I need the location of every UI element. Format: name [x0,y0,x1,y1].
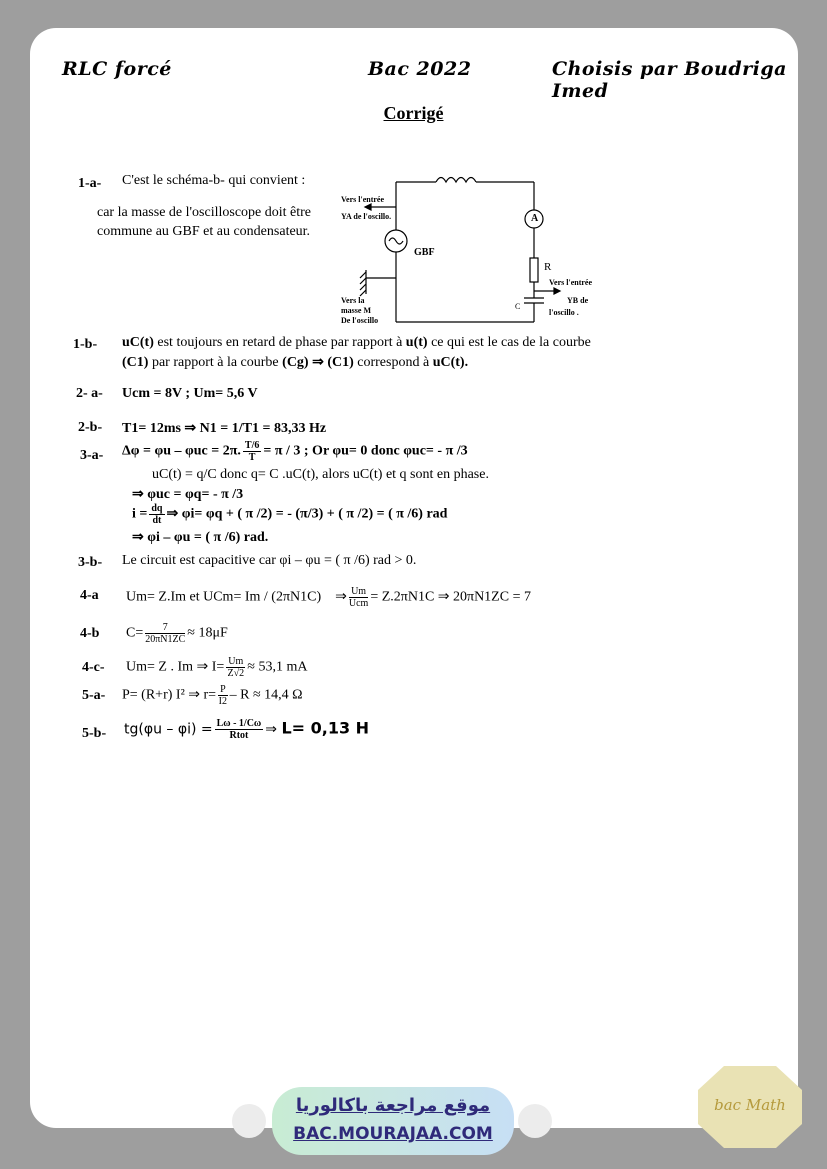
q1b-u: u(t) [405,335,428,350]
q2b-label: 2-b- [78,420,103,435]
q5b-label: 5-b- [82,726,107,741]
circuit-cap-label: C [515,302,521,311]
q3a-frac-den: T [248,452,256,463]
q3a-dt: dt [152,515,162,526]
footer-site-url[interactable]: BAC.MOURAJAA.COM [293,1124,493,1144]
q5a-label: 5-a- [82,688,106,703]
q3a-dq-dt [149,503,164,526]
q5b-text [124,718,369,741]
q4c-text [126,656,307,679]
q5a-text [122,684,303,707]
q3a-i: i = [132,506,148,522]
q4b-frac-den: 20πN1ZC [145,634,186,645]
q5a-frac-den: I2 [218,696,228,707]
q4a-text-a: Um= Z.Im et UCm= Im / (2πN1C) [126,589,322,605]
footer-site-name[interactable]: موقع مراجعة باكالوريا [295,1095,491,1116]
q3a-line5: ⇒ φi – φu = ( π /6) rad. [132,530,269,545]
circuit-yb-label-2: YB de [567,296,589,305]
header-author: Choisis par Boudriga Imed [552,58,787,102]
q1b-text3: par rapport à la courbe [148,355,283,370]
circuit-yb-label-3: l'oscillo . [549,308,579,317]
q3a-line2: uC(t) = q/C donc q= C .uC(t), alors uC(t) et q sont en phase. [152,467,489,482]
q4a-frac-den: Ucm [348,598,369,609]
q4c-result: ≈ 53,1 mA [247,659,308,675]
q2a-text: Ucm = 8V ; Um= 5,6 V [122,386,258,401]
q3b-text: Le circuit est capacitive car φi – φu = ( π /6) rad > 0. [122,553,417,568]
q3a-label: 3-a- [80,448,104,463]
q3a-line1 [122,440,468,463]
circuit-mass-label-3: De l'oscillo [341,316,379,325]
q4b-frac-num: 7 [145,622,185,634]
q4a-label: 4-a [80,588,99,603]
q3a-line3: ⇒ φuc = φq= - π /3 [132,487,244,502]
q4c-label: 4-c- [82,660,105,675]
circuit-ya-label-2: YA de l'oscillo. [341,212,392,221]
q4b-fraction [145,622,185,645]
q2b-text: T1= 12ms ⇒ N1 = 1/T1 = 83,33 Hz [122,421,327,436]
site-logo-right-icon [518,1104,552,1138]
q5b-result: L= 0,13 H [281,718,370,738]
circuit-mass-label-1: Vers la [341,296,365,305]
q4c-frac-den: Z√2 [227,668,245,679]
q5b-text-a: tg(φu – φi) = [124,721,213,738]
q5a-fraction [218,684,228,707]
q4a-frac-num: Um [349,586,368,598]
circuit-ya-label-1: Vers l'entrée [341,195,385,204]
q3a-result: = π / 3 ; Or φu= 0 donc φuc= - π /3 [263,443,468,459]
q5a-result: – R ≈ 14,4 Ω [229,687,303,703]
q3a-fraction [243,440,261,463]
q5b-frac-num: Lω - 1/Cω [216,718,262,729]
q1b-text4: correspond à [353,355,433,370]
q3a-dq: dq [151,503,163,514]
q1b-text1: est toujours en retard de phase par rapport à [153,335,406,350]
circuit-mass-label-2: masse M [341,306,371,315]
q1a-label: 1-a- [78,176,102,191]
q3b-label: 3-b- [78,555,103,570]
q1b-cg: (Cg) ⇒ (C1) [282,355,354,370]
q3a-frac-num: T/6 [244,440,260,451]
q1b-uc: uC(t) [122,335,154,350]
q1b-uct: uC(t). [432,355,469,370]
q1b-line1 [122,335,591,351]
q1a-line1: C'est le schéma-b- qui convient : [122,173,306,188]
q3a-line4 [132,503,447,526]
q5b-fraction [215,718,264,741]
q4b-text [126,622,228,645]
q4b-label: 4-b [80,626,100,641]
q5b-arrow: ⇒ [265,721,277,738]
q5a-frac-num: P [220,684,226,695]
q4a-arrow: ⇒ [335,589,347,605]
circuit-gbf-label: GBF [414,247,435,258]
q3a-phi-i: ⇒ φi= φq + ( π /2) = - (π/3) + ( π /2) = ( π /6) rad [166,506,448,522]
q5a-text-a: P= (R+r) I² ⇒ r= [122,687,217,703]
header-topic: RLC forcé [62,58,172,80]
circuit-diagram [336,170,589,330]
q2a-label: 2- a- [76,386,103,401]
q5b-frac-den: Rtot [229,730,249,741]
q1b-c1: (C1) [122,355,149,370]
ammeter-icon: A [531,213,539,224]
circuit-yb-label-1: Vers l'entrée [549,278,593,287]
q4a-text [126,586,531,609]
q3a-dphi: Δφ = φu – φuc = 2π. [122,443,241,459]
q4c-fraction [226,656,245,679]
q4c-text-a: Um= Z . Im ⇒ I= [126,659,225,675]
page-title: Corrigé [383,103,444,123]
q4b-c: C= [126,625,144,641]
q4b-result: ≈ 18μF [187,625,228,641]
q1b-line2 [122,354,468,371]
q4a-fraction [349,586,368,609]
q1b-label: 1-b- [73,337,98,352]
q4a-text-c: = Z.2πN1C ⇒ 20πN1ZC = 7 [370,589,531,605]
header-year: Bac 2022 [368,58,472,80]
bac-math-logo-text: bac Math [714,1096,786,1114]
q1a-line2: car la masse de l'oscilloscope doit être [97,205,311,220]
q1b-text2: ce qui est le cas de la courbe [427,335,591,350]
q1a-line3: commune au GBF et au condensateur. [97,224,311,239]
site-logo-left-icon [232,1104,266,1138]
q4c-frac-num: Um [228,656,244,667]
circuit-resistor-label: R [544,261,552,273]
